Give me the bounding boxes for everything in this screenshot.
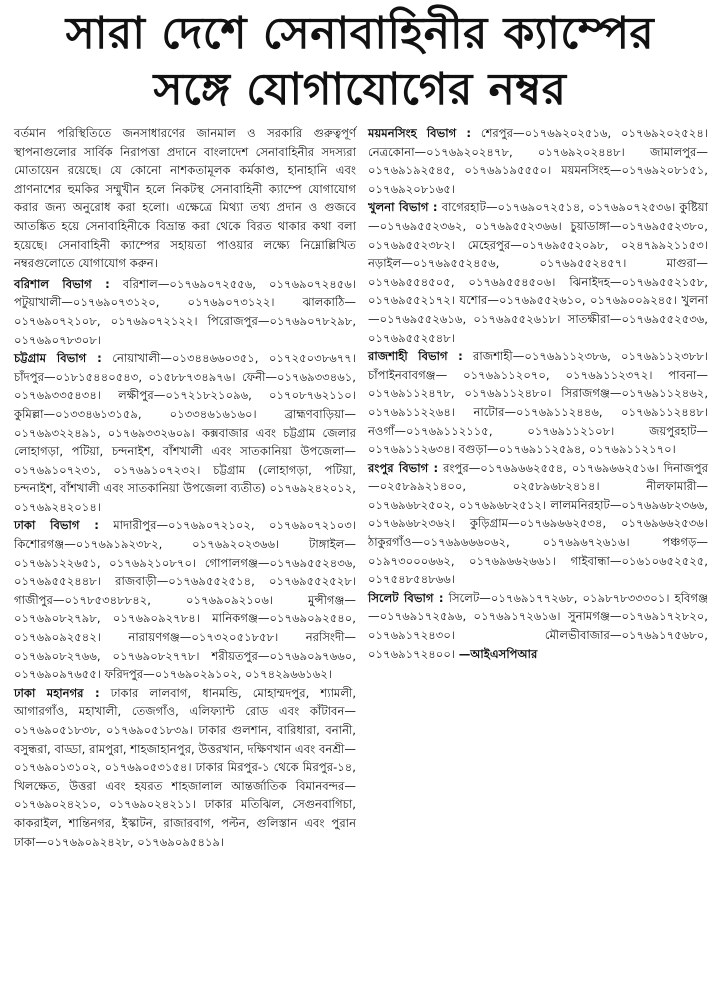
section-barishal [14,275,356,349]
intro-paragraph: বর্তমান পরিস্থিতিতে জনসাধারণের জানমাল ও সরকারি গুরুত্বপূর্ণ স্থাপনাগুলোর সার্বিক নিরাপত্তা প্রদানে বাংলাদেশ সেনাবাহিনীর সদস্যরা মোতায়েন রয়েছে। যে কোনো নাশকতামূলক কর্মকাণ্ড, হানাহানি এবং প্রাণনাশের হুমকির সম্মুখীন হলে নিকটস্থ সেনাবাহিনী ক্যাম্পে যোগাযোগ করার জন্য অনুরোধ করা হলো। এক্ষেত্রে মিথ্যা তথ্য প্রদান ও গুজবে আতঙ্কিত হয়ে সেনাবাহিনীকে বিভ্রান্ত করা থেকে বিরত থাকার কথা বলা হয়েছে। সেনাবাহিনী ক্যাম্পের সহায়তা পাওয়ার লক্ষ্যে নিম্নোল্লিখিত নম্বরগুলোতে যোগাযোগ করুন। [14,126,356,271]
section-heading: ময়মনসিংহ বিভাগ : [368,126,472,140]
headline [0,6,720,118]
section-body: শেরপুর—০১৭৬৯২০২৫১৬, ০১৭৬৯২০২৫২৪। নেত্রকোনা—০১৭৬৯২০২৪৭৮, ০১৭৬৯২০২৪৪৮। জামালপুর—০১৭৬৯১৯২৫৪৫, ০১৭৬৯১৯৫৫৫০। ময়মনসিংহ—০১৭৬৯২০৮১৫১, ০১৭৬৯২০৮১৬৫। [368,126,709,196]
left-column [14,124,356,851]
section-dhaka-metro [14,684,356,851]
section-heading: বরিশাল বিভাগ : [14,276,110,291]
section-dhaka [14,516,356,683]
right-column [368,124,708,663]
section-body: বাগেরহাট—০১৭৬৯০৭২৫১৪, ০১৭৬৯০৭২৫৩৬। কুষ্টিয়া—০১৭৬৯৫৫২৩৬২, ০১৭৬৯৫৫২৩৬৬। চুয়াডাঙ্গা—০১৭৬৯৫৫২৩৮০, ০১৭৬৯৫৫২৩৮২। মেহেরপুর—০১৭৬৯৫৫২০৯৮, ০২৪৭৯৯২১১৫৩। নড়াইল—০১৭৬৯৫৫২৪৫৬, ০১৭৬৯৫৫২৪৫৭। মাগুরা—০১৭৬৯৫৫৪৫০৫, ০১৭৬৯৫৫৪৫০৬। ঝিনাইদহ—০১৭৬৯৫৫২১৫৮, ০১৭৬৯৫৫২১৭২। যশোর—০১৭৬৯৫৫২৬১০, ০১৭৬৯০০৯২৪৫। খুলনা—০১৭৬৯৫৫২৬১৬, ০১৭৬৯৫৫২৬১৮। সাতক্ষীরা—০১৭৬৯৫৫২৫৩৬, ০১৭৬৯৫৫২৫৪৮। [368,200,708,345]
section-body: নোয়াখালী—০১৩৪৪৬৬০৩৫১, ০১৭২৫০৩৮৬৭৭। চাঁদপুর—০১৮১৫৪৪০৫৪৩, ০১৫৮৮৭৩৪৯৭৬। ফেনী—০১৭৬৯৩৩৪৬১, ০১৭৬৯৩৩৫৪৩৪। লক্ষীপুর—০১৭২১৮২১০৯৬, ০১৭০৮৭৬২১১০। কুমিল্লা—০১৩৩৪৬১৩১৫৯, ০১৩৩৪৬১৬১৬০। ব্রাহ্মণবাড়িয়া—০১৭৬৯৩২২৪৯১, ০১৭৬৯৩৩২৬০৯। কক্সবাজার এবং চট্টগ্রাম জেলার লোহাগড়া, পটিয়া, চন্দনাইশ, বাঁশখালী এবং সাতকানিয়া উপজেলা—০১৭৬৯১০৭২৩১, ০১৭৬৯১০৭২৩২। চট্টগ্রাম (লোহাগড়া, পটিয়া, চন্দনাইশ, বাঁশখালী এবং সাতকানিয়া উপজেলা ব্যতীত) ০১৭৬৯২৪২০১২, ০১৭৬৯২৪২০১৪। [14,351,356,514]
section-heading: সিলেট বিভাগ : [368,590,444,605]
source-credit: —আইএসপিআর [458,646,538,661]
section-body: ঢাকার লালবাগ, ধানমন্ডি, মোহাম্মদপুর, শ্যামলী, আগারগাঁও, মহাখালী, তেজগাঁও, এলিফ্যান্ট রোড এবং কাঁটাবন—০১৭৬৯০৫১৮৩৮, ০১৭৬৯০৫১৮৩৯। ঢাকার গুলশান, বারিধারা, বনানী, বসুন্ধরা, বাড্ডা, রামপুরা, শাহজাহানপুর, উত্তরখান, দক্ষিণখান এবং বনশ্রী—০১৭৬৯০১৩১০২, ০১৭৬৯০৫৩১৫৪। ঢাকার মিরপুর-১ থেকে মিরপুর-১৪, খিলক্ষেত, উত্তরা এবং হযরত শাহজালাল আন্তর্জাতিক বিমানবন্দর—০১৭৬৯০২৪২১০, ০১৭৬৯০২৪২১১। ঢাকার মতিঝিল, সেগুনবাগিচা, কাকরাইল, শান্তিনগর, ইস্কাটন, রাজারবাগ, পল্টন, গুলিস্তান এবং পুরান ঢাকা—০১৭৬৯০৯২৪২৮, ০১৭৬৯০৯৫৪১৯। [14,685,357,849]
section-body: রাজশাহী—০১৭৬৯১১২৩৮৬, ০১৭৬৯১১২৩৮৮। চাঁপাইনবাবগঞ্জ— ০১৭৬৯১১২০৭০, ০১৭৬৯১১২৩৭২। পাবনা—০১৭৬৯১১২৪৭৮, ০১৭৬৯১১২৪৮০। সিরাজগঞ্জ—০১৭৬৯১১২৪৬২, ০১৭৬৯১১২২৬৪। নাটোর—০১৭৬৯১১২৪৪৬, ০১৭৬৯১১২৪৪৮। নওগাঁ—০১৭৬৯১১২১১৫, ০১৭৬৯১১২১০৮। জয়পুরহাট—০১৭৬৯১১২৬৩৪। বগুড়া—০১৭৬৯১১২৫৯৪, ০১৭৬৯১১২১৭০। [368,349,708,457]
headline-line-2: সঙ্গে যোগাযোগের নম্বর [153,64,567,115]
section-rangpur [368,459,708,589]
section-heading: খুলনা বিভাগ : [368,200,438,215]
section-rajshahi [368,347,708,459]
section-sylhet [368,589,708,663]
section-heading: ঢাকা মহানগর : [14,685,100,700]
section-heading: রাজশাহী বিভাগ : [368,349,463,364]
section-body: রংপুর—০১৭৬৯৬৬২৫৫৪, ০১৭৬৯৬৬২৫১৬। দিনাজপুর—০২৫৮৯৯২১৪০০, ০২৫৮৯৬৮২৪১৪। নীলফামারী—০১৭৬৯৬৮২৫০২, ০১৭৬৯৬৮২৫১২। লালমনিরহাট—০১৭৬৯৬৮২৩৬৬, ০১৭৬৯৬৮২৩৬২। কুড়িগ্রাম—০১৭৬৯৬৬২৫৩৪, ০১৭৬৯৬৬২৫৩৬। ঠাকুরগাঁও—০১৭৬৯৬৬৬০৬২, ০১৭৬৯৬৭২৬১৬। পঞ্চগড়—০১৯৭৩০০০৬৬২, ০১৭৬৯৬৬২৬৬১। গাইবান্ধা—০১৬১০৬৫২৫২৫, ০১৭৫৪৮৫৪৮৬৬। [368,460,708,587]
section-heading: রংপুর বিভাগ : [368,460,439,475]
section-body: মাদারীপুর—০১৭৬৯০৭২১০২, ০১৭৬৯০৭২১০৩। কিশোরগঞ্জ—০১৭৬৯১৯২৩৮২, ০১৭৬৯২০২৩৬৬। টাঙ্গাইল—০১৭৬৯১২২৬৫১, ০১৭৬৯২১০৮৭০। গোপালগঞ্জ—০১৭৬৯৫৫২৪৩৬, ০১৭৬৯৫৫২৪৪৮। রাজবাড়ী—০১৭৬৯৫৫২৫১৪, ০১৭৬৯৫৫২৫২৮। গাজীপুর—০১৭৮৫৩৪৮৮৪২, ০১৭৬৯০৯২১০৬। মুন্সীগঞ্জ—০১৭৬৯০৮২৭৯৮, ০১৭৬৯০৯২৭৮৪। মানিকগঞ্জ—০১৭৬৯০৯২৫৪০, ০১৭৬৯০৯২৫৪২। নারায়ণগঞ্জ—০১৭৩২০৫১৮৫৮। নরসিংদী—০১৭৬৯০৮২৭৬৬, ০১৭৬৯০৮২৭৭৮। শরীয়তপুর—০১৭৬৯০৯৭৬৬০, ০১৭৬৯০৯৭৬৫৫। ফরিদপুর—০১৭৬৯০২৯১০২, ০১৭৪২৯৬৬১৬২। [14,518,356,682]
section-khulna [368,198,708,347]
headline-line-1: সারা দেশে সেনাবাহিনীর ক্যাম্পের [65,8,655,59]
section-chattogram [14,349,356,516]
section-heading: ঢাকা বিভাগ : [14,518,99,533]
section-body: বরিশাল—০১৭৬৯০৭২৫৫৬, ০১৭৬৯০৭২৪৫৬। পটুয়াখালী—০১৭৬৯০৭৩১২০, ০১৭৬৯০৭৩১২২। ঝালকাঠি— ০১৭৬৯০৭২১০৮, ০১৭৬৯০৭২১২২। পিরোজপুর—০১৭৬৯০৭৮২৯৮, ০১৭৬৯০৭৮৩০৮। [14,276,356,347]
section-heading: চট্টগ্রাম বিভাগ : [14,351,102,366]
section-body: সিলেট—০১৭৬৯১৭৭২৬৮, ০১৯৮৭৮৩৩৩০১। হবিগঞ্জ—০১৭৬৯১৭২৫৯৬, ০১৭৬৯১৭২৬১৬। সুনামগঞ্জ—০১৭৬৯১৭২৮২০, ০১৭৬৯১৭২৪৩০। মৌলভীবাজার—০১৭৬৯১৭৫৬৮০, ০১৭৬৯১৭২৪০০। [368,590,708,661]
section-mymensingh [368,124,708,198]
